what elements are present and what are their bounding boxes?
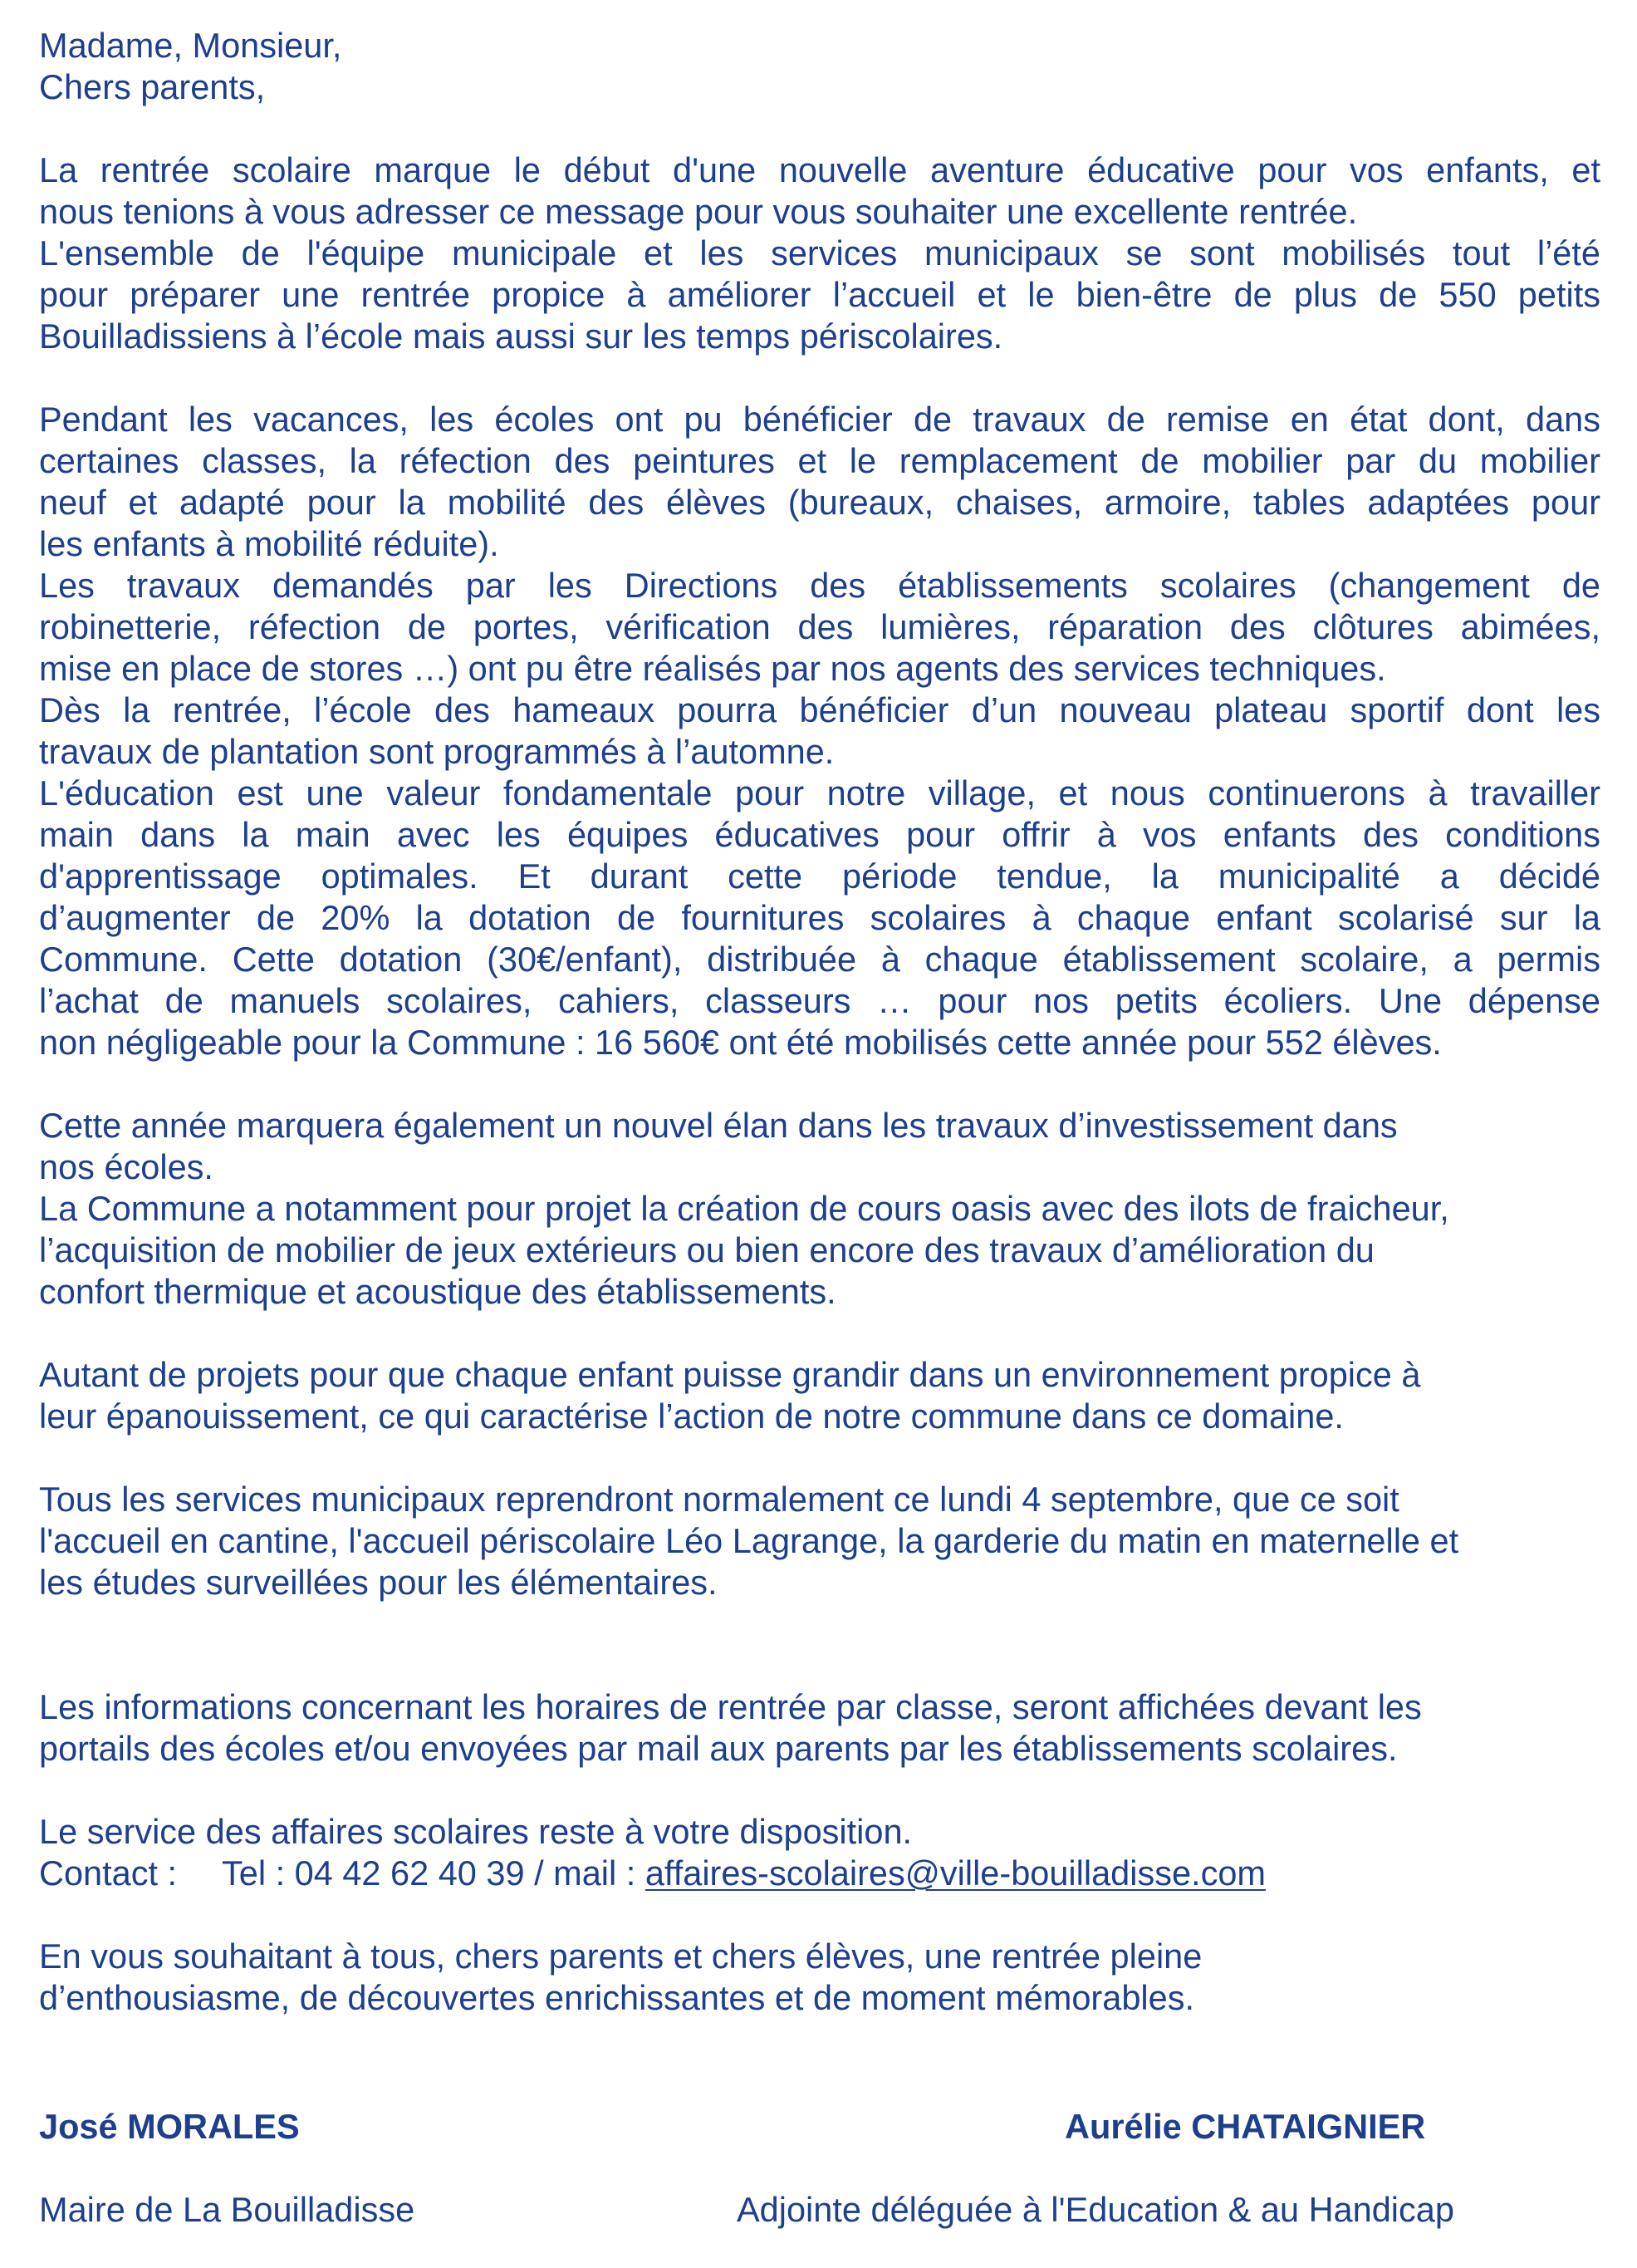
text-line: Cette année marquera également un nouvel élan dans les travaux d’investissement dans (39, 1106, 1398, 1145)
contact-section (39, 1811, 1600, 1894)
text-line: neuf et adapté pour la mobilité des élèves (bureaux, chaises, armoire, tables adaptées pour (39, 483, 1600, 522)
text-line: En vous souhaitant à tous, chers parents et chers élèves, une rentrée pleine (39, 1937, 1203, 1976)
text-line: d’enthousiasme, de découvertes enrichissantes et de moment mémorables. (39, 1978, 1194, 2017)
closing-paragraph (39, 1936, 1600, 2019)
text-line: mise en place de stores …) ont pu être réalisés par nos agents des services techniques. (39, 649, 1386, 688)
text-line: Autant de projets pour que chaque enfant puisse grandir dans un environnement propice à (39, 1355, 1421, 1394)
letter-body (39, 25, 1600, 2019)
text-line: d’augmenter de 20% la dotation de fournitures scolaires à chaque enfant scolarisé sur la (39, 898, 1600, 937)
text-line: non négligeable pour la Commune : 16 560€ ont été mobilisés cette année pour 552 élèves. (39, 1023, 1442, 1062)
paragraph-5 (39, 1479, 1600, 1603)
contact-label: Contact : (39, 1853, 178, 1892)
text-line: robinetterie, réfection de portes, vérification des lumières, réparation des clôtures abimées, (39, 607, 1600, 646)
paragraph-4 (39, 1354, 1600, 1437)
text-line: portails des écoles et/ou envoyées par mail aux parents par les établissements scolaires. (39, 1729, 1398, 1768)
text-line: Tous les services municipaux reprendront normalement ce lundi 4 septembre, que ce soit (39, 1480, 1399, 1519)
text-line: main dans la main avec les équipes éducatives pour offrir à vos enfants des conditions (39, 815, 1600, 854)
signature-right-title: Adjointe déléguée à l'Education & au Handicap (737, 2190, 1454, 2229)
text-line: L'ensemble de l'équipe municipale et les services municipaux se sont mobilisés tout l’été (39, 233, 1600, 272)
signature-left-title: Maire de La Bouilladisse (39, 2190, 415, 2229)
text-line: les études surveillées pour les élémentaires. (39, 1563, 718, 1602)
contact-phone: Tel : 04 42 62 40 39 / mail : (222, 1853, 645, 1892)
text-line: nous tenions à vous adresser ce message pour vous souhaiter une excellente rentrée. (39, 192, 1358, 231)
text-line: La rentrée scolaire marque le début d'une nouvelle aventure éducative pour vos enfants, et (39, 150, 1600, 189)
text-line: Bouilladissiens à l’école mais aussi sur les temps périscolaires. (39, 317, 1003, 356)
contact-intro: Le service des affaires scolaires reste à votre disposition. (39, 1812, 913, 1851)
signature-right-name: Aurélie CHATAIGNIER (1065, 2107, 1426, 2146)
text-line: d'apprentissage optimales. Et durant cette période tendue, la municipalité a décidé (39, 857, 1600, 896)
text-line: Commune. Cette dotation (30€/enfant), distribuée à chaque établissement scolaire, a permis (39, 940, 1600, 979)
text-line: confort thermique et acoustique des établissements. (39, 1272, 836, 1311)
text-line: Pendant les vacances, les écoles ont pu bénéficier de travaux de remise en état dont, dans (39, 400, 1600, 439)
text-line: La Commune a notamment pour projet la création de cours oasis avec des ilots de fraicheur, (39, 1189, 1449, 1228)
text-line: pour préparer une rentrée propice à améliorer l’accueil et le bien-être de plus de 550 petits (39, 275, 1600, 314)
paragraph-2 (39, 399, 1600, 1063)
greeting-line-2: Chers parents, (39, 67, 266, 106)
text-line: L'éducation est une valeur fondamentale pour notre village, et nous continuerons à travailler (39, 773, 1600, 812)
text-line: travaux de plantation sont programmés à l’automne. (39, 732, 835, 771)
text-line: leur épanouissement, ce qui caractérise l’action de notre commune dans ce domaine. (39, 1397, 1344, 1436)
text-line: certaines classes, la réfection des peintures et le remplacement de mobilier par du mobilier (39, 441, 1600, 480)
text-line: Les informations concernant les horaires de rentrée par classe, seront affichées devant les (39, 1687, 1422, 1726)
text-line: nos écoles. (39, 1147, 213, 1186)
paragraph-1 (39, 150, 1600, 357)
greeting-line-1: Madame, Monsieur, (39, 26, 342, 65)
contact-line (39, 1853, 1600, 1894)
text-line: l’acquisition de mobilier de jeux extérieurs ou bien encore des travaux d’amélioration du (39, 1230, 1375, 1269)
paragraph-6 (39, 1686, 1600, 1770)
text-line: l'accueil en cantine, l'accueil périscolaire Léo Lagrange, la garderie du matin en maternelle et (39, 1521, 1459, 1560)
text-line: Dès la rentrée, l’école des hameaux pourra bénéficier d’un nouveau plateau sportif dont les (39, 690, 1600, 729)
text-line: Les travaux demandés par les Directions des établissements scolaires (changement de (39, 566, 1600, 605)
text-line: les enfants à mobilité réduite). (39, 524, 499, 563)
paragraph-3 (39, 1105, 1600, 1313)
text-line: l’achat de manuels scolaires, cahiers, classeurs … pour nos petits écoliers. Une dépense (39, 981, 1600, 1020)
signature-left-name: José MORALES (39, 2107, 300, 2146)
contact-email-link[interactable]: affaires-scolaires@ville-bouilladisse.com (645, 1853, 1266, 1892)
